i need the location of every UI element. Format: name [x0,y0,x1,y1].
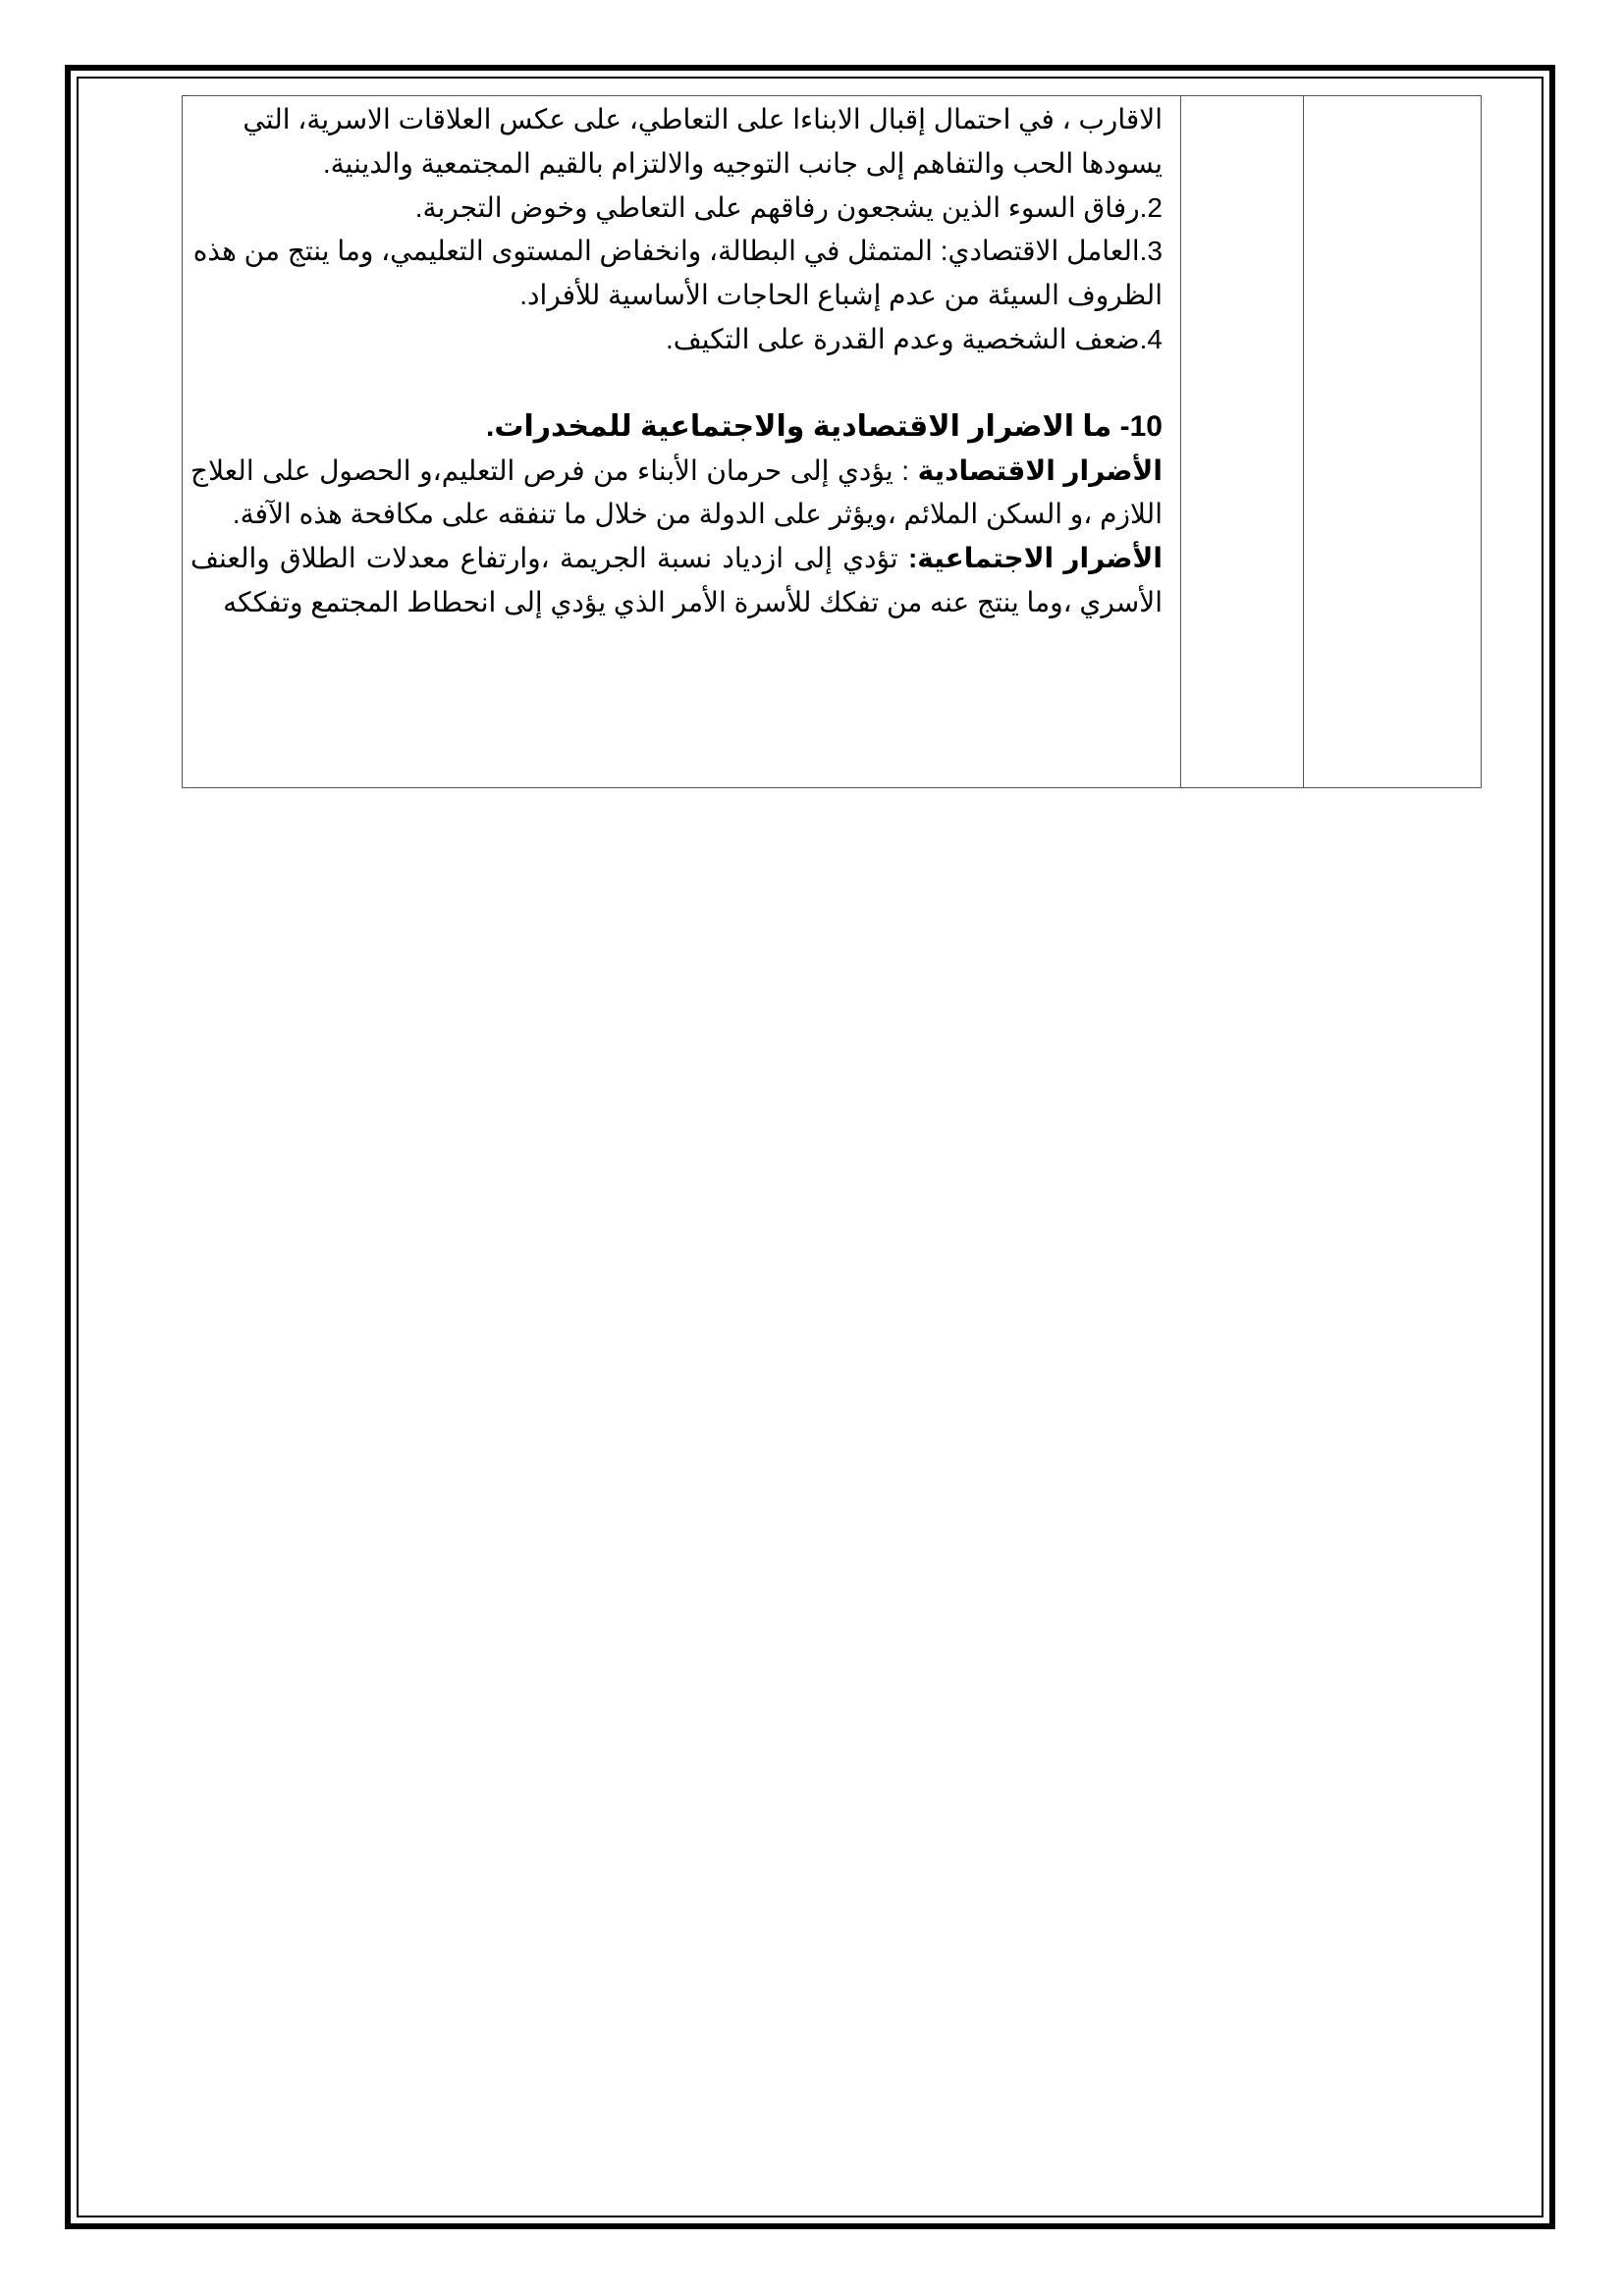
list-item-text: العامل الاقتصادي: المتمثل في البطالة، وانخفاض المستوى التعليمي، وما ينتج من هذه الظروف السيئة من عدم إشباع الحاجات الأساسية للأفراد. [192,236,1163,311]
text-block [190,98,1163,625]
economic-label: الأضرار الاقتصادية [917,454,1164,486]
social-paragraph [190,537,1163,625]
social-text: تؤدي إلى ازدياد نسبة الجريمة ،وارتفاع معدلات الطلاق والعنف الأسري ،وما ينتج عنه من تفكك للأسرة الأمر الذي يؤدي إلى انحطاط المجتمع وتفككه [190,543,1163,617]
list-item-number: 4. [1139,323,1163,354]
table-cell-middle [1181,96,1304,788]
list-item-text: رفاق السوء الذين يشجعون رفاقهم على التعاطي وخوض التجربة. [414,191,1140,223]
table-cell-text [183,96,1181,788]
paragraph-continuation: الاقارب ، في احتمال إقبال الابناءا على التعاطي، على عكس العلاقات الاسرية، التي يسودها الحب والتفاهم إلى جانب التوجيه والالتزام بالقيم المجتمعية والدينية. [243,104,1163,179]
social-label: الأضرار الاجتماعية: [907,543,1163,574]
list-item-number: 2. [1139,191,1163,223]
list-item [190,318,1163,362]
list-item [190,187,1163,231]
content-table [182,95,1482,788]
table-row [183,96,1482,788]
question-heading [190,405,1163,450]
economic-paragraph [190,450,1163,538]
table-cell-right [1304,96,1482,788]
list-item-number: 3. [1139,236,1163,267]
question-number: 10- [1119,409,1163,443]
list-item-text: ضعف الشخصية وعدم القدرة على التكيف. [665,323,1140,354]
question-text: ما الاضرار الاقتصادية والاجتماعية للمخدرات. [486,409,1112,443]
economic-text: : يؤدي إلى حرمان الأبناء من فرص التعليم،و الحصول على العلاج اللازم ،و السكن الملائم ،ويؤثر على الدولة من خلال ما تنفقه على مكافحة هذه الآفة. [190,454,1163,530]
spacer [190,362,1163,405]
list-item [190,230,1163,318]
